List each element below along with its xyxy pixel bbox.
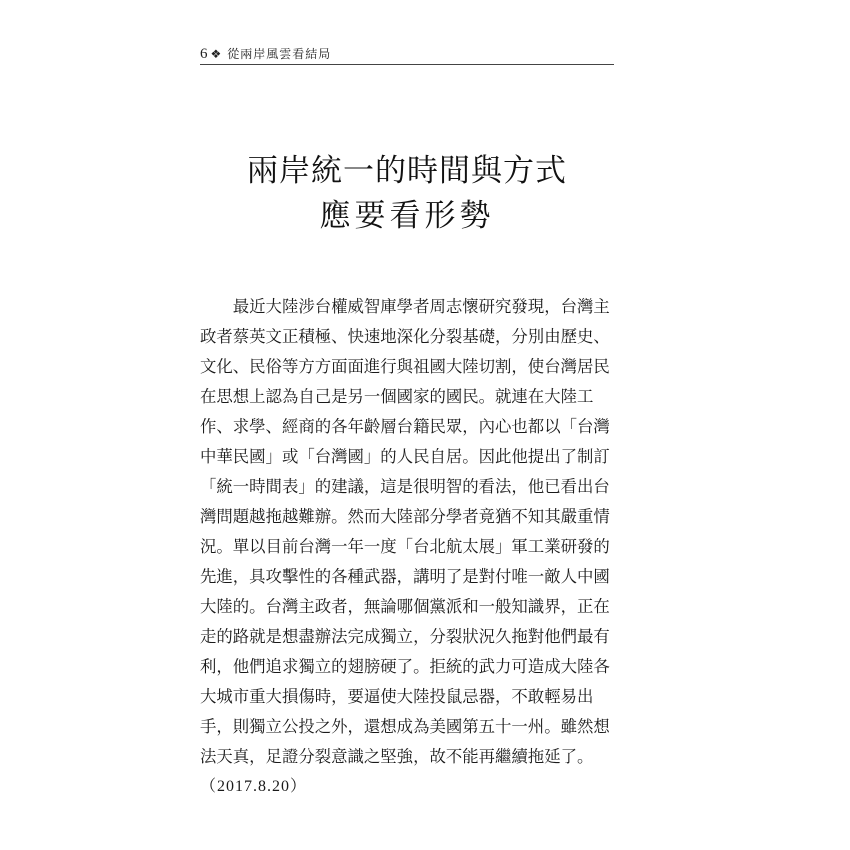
book-title: 從兩岸風雲看結局 (227, 47, 332, 61)
body-line: 先進，具攻擊性的各種武器，講明了是對付唯一敵人中國 (200, 567, 610, 586)
body-line: 大城市重大損傷時，要逼使大陸投鼠忌器，不敢輕易出 (200, 687, 594, 706)
body-line: 最近大陸涉台權威智庫學者周志懷研究發現，台灣主 (200, 297, 610, 316)
body-line: 「統一時間表」的建議，這是很明智的看法，他已看出台 (200, 477, 610, 496)
page-number: 6 (200, 46, 208, 62)
article-date: （2017.8.20） (200, 778, 308, 795)
body-line: 在思想上認為自己是另一個國家的國民。就連在大陸工 (200, 387, 594, 406)
body-line: 作、求學、經商的各年齡層台籍民眾，內心也都以「台灣 (200, 417, 610, 436)
body-line: 灣問題越拖越難辦。然而大陸部分學者竟猶不知其嚴重情 (200, 507, 610, 526)
body-line: 況。單以目前台灣一年一度「台北航太展」軍工業研發的 (200, 537, 610, 556)
body-line: 法天真，足證分裂意識之堅強，故不能再繼續拖延了。 (200, 747, 594, 766)
body-line: 利，他們追求獨立的翅膀硬了。拒統的武力可造成大陸各 (200, 657, 610, 676)
ornament-icon: ❖ (210, 47, 222, 61)
chapter-title-line-2: 應要看形勢 (319, 198, 495, 234)
body-line: 中華民國」或「台灣國」的人民自居。因此他提出了制訂 (200, 447, 610, 466)
body-line: 手，則獨立公投之外，還想成為美國第五十一州。雖然想 (200, 717, 610, 736)
body-line: 走的路就是想盡辦法完成獨立，分裂狀況久拖對他們最有 (200, 627, 610, 646)
running-header (200, 46, 614, 62)
header-rule (200, 64, 614, 65)
body-line: 大陸的。台灣主政者，無論哪個黨派和一般知識界，正在 (200, 597, 610, 616)
body-line: 文化、民俗等方方面面進行與祖國大陸切割，使台灣居民 (200, 357, 610, 376)
chapter-title-line-1: 兩岸統一的時間與方式 (247, 153, 567, 189)
body-line: 政者蔡英文正積極、快速地深化分裂基礎，分別由歷史、 (200, 327, 610, 346)
